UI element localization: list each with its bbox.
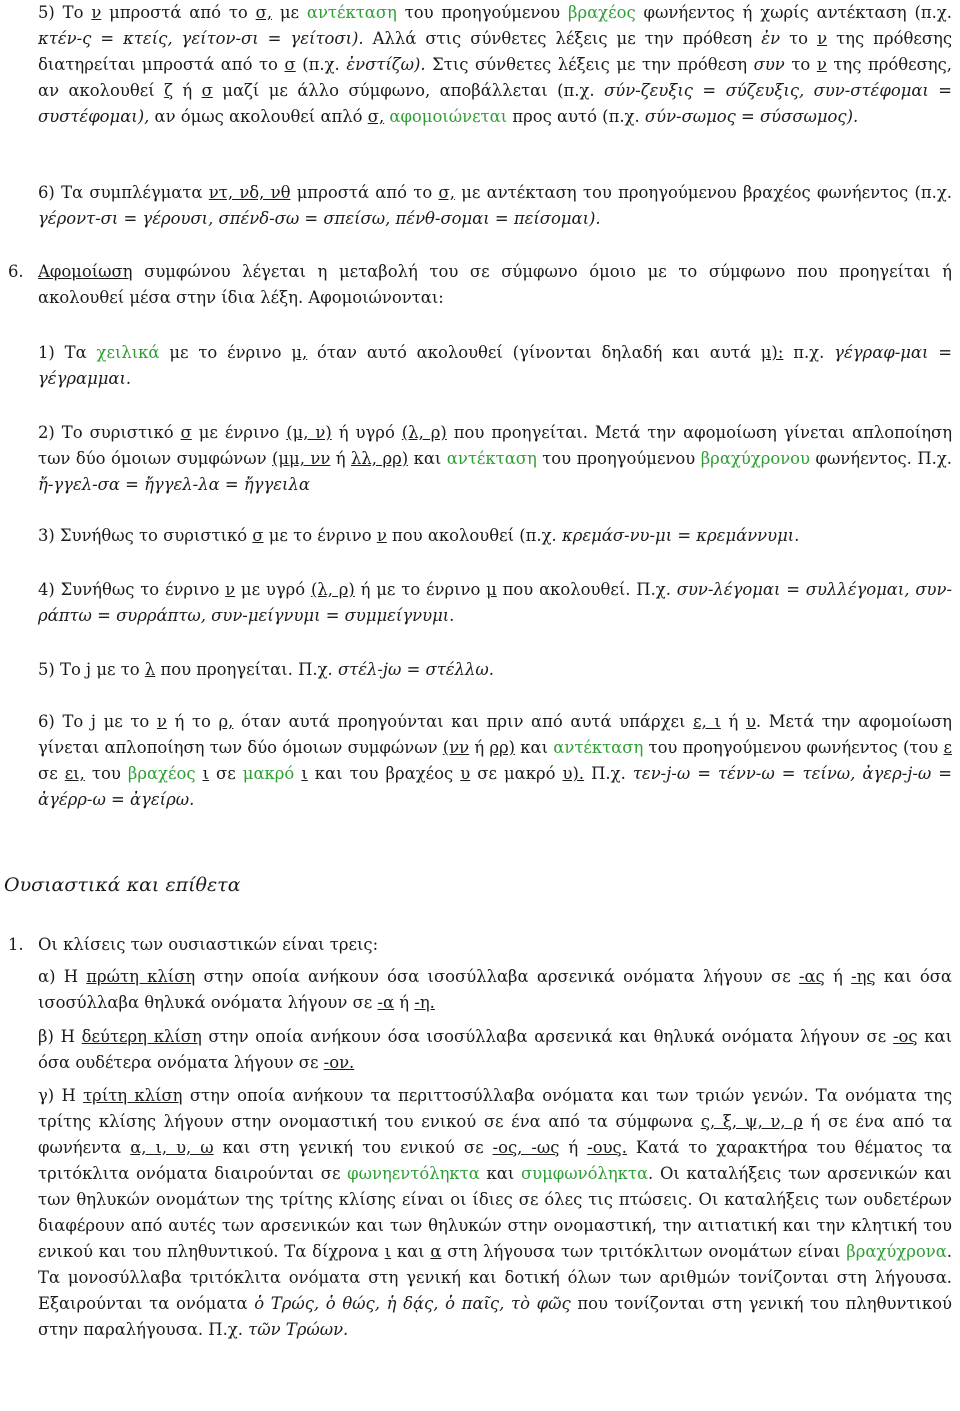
underlined-term: δεύτερη κλίση	[81, 1027, 202, 1046]
text-run: και όσα ουδέτερα ονόματα λήγουν σε	[38, 1027, 953, 1072]
text-run: φωνήεντος ή χωρίς αντέκταση (π.χ.	[635, 3, 952, 22]
underlined-term: ν	[225, 580, 236, 599]
text-run: με το	[95, 712, 157, 731]
example-text: συν	[753, 55, 785, 74]
example-text: συν-λέγομαι = συλλέγομαι, συν-ράπτω = συρράπτω, συν-μείγνυμι = συμμείγνυμι.	[38, 580, 952, 625]
underlined-term: -η.	[414, 993, 435, 1012]
underlined-term: (λ, ρ)	[310, 580, 355, 599]
text-run: που ακολουθεί (π.χ.	[386, 526, 562, 545]
text-run: 5) Το	[38, 3, 92, 22]
paragraph-5-nasal-before-sigma	[38, 0, 952, 130]
text-run: Π.χ.	[584, 764, 633, 783]
underlined-term: ι	[202, 764, 210, 783]
text-run: και	[408, 449, 447, 468]
text-run: Οι κλίσεις των ουσιαστικών είναι τρεις:	[38, 935, 379, 954]
text-run: όταν αυτό ακολουθεί (γίνονται δηλαδή και αυτά	[307, 343, 761, 362]
text-run: σε μακρό	[470, 764, 563, 783]
example-text: ἐνστίζω).	[346, 55, 426, 74]
underlined-term: ρρ)	[489, 738, 516, 757]
underlined-term: -ος	[892, 1027, 918, 1046]
highlighted-term: βραχύχρονου	[700, 449, 811, 468]
text-run: σε	[209, 764, 243, 783]
text-run: ή	[330, 449, 352, 468]
text-run: και όσα ισοσύλλαβα θηλυκά ονόματα λήγουν σε	[38, 967, 952, 1012]
underlined-term: (νν	[442, 738, 470, 757]
text-run: με υγρό	[235, 580, 311, 599]
text-run: ή	[469, 738, 490, 757]
text-run: ή	[720, 712, 746, 731]
text-run: και	[515, 738, 554, 757]
text-run: Στις σύνθετες λέξεις με την πρόθεση	[425, 55, 754, 74]
declension-second	[38, 1024, 952, 1076]
text-run: Αλλά στις σύνθετες λέξεις με την πρόθεση	[363, 29, 762, 48]
text-run: μπροστά από το	[101, 3, 256, 22]
text-run: μαζί με άλλο σύμφωνο, αποβάλλεται (π.χ.	[212, 81, 605, 100]
text-run: και	[391, 1242, 431, 1261]
underlined-term: ν	[817, 29, 828, 48]
underlined-term: ντ, νδ, νθ	[208, 183, 291, 202]
underlined-term: λλ, ρρ)	[351, 449, 409, 468]
text-run: που ακολουθεί. Π.χ.	[496, 580, 677, 599]
highlighted-term: φωνηεντόληκτα	[347, 1164, 480, 1183]
underlined-term: μ):	[760, 343, 784, 362]
underlined-term: (μ, ν)	[286, 423, 332, 442]
underlined-term: ι	[384, 1242, 392, 1261]
declension-third	[38, 1083, 952, 1343]
highlighted-term: μακρό	[242, 764, 295, 783]
assimilation-rule-3	[38, 523, 952, 549]
text-run: και του βραχέος	[307, 764, 461, 783]
text-run: 6) Το	[38, 712, 91, 731]
example-text: σύν-ζευξις = σύζευξις, συν-στέφομαι = συστέφομαι),	[38, 81, 952, 126]
text-run: προς αυτό (π.χ.	[507, 107, 645, 126]
text-run: στην οποία ανήκουν τα περιττοσύλλαβα ονόματα και των τριών γενών. Τα ονόματα της τρίτης κλίσης λήγουν στην ονομαστική του ενικού σε ένα από τα σύμφωνα	[38, 1086, 953, 1131]
example-text: τεν-j-ω = τένν-ω = τείνω, ἀγερ-j-ω = ἀγέρρ-ω = ἀγείρω.	[38, 764, 953, 809]
underlined-term: σ	[284, 55, 296, 74]
example-text: κτέν-ς = κτείς, γείτον-σι = γείτοσι).	[38, 29, 364, 48]
text-run: φωνήεντος. Π.χ.	[810, 449, 952, 468]
example-text: κρεμάσ-νυ-μι = κρεμάννυμι.	[561, 526, 800, 545]
text-run: (π.χ.	[295, 55, 347, 74]
text-run	[196, 764, 203, 783]
underlined-term: υ	[460, 764, 471, 783]
text-run: που προηγείται. Μετά την αφομοίωση γίνεται απλοποίηση των δύο όμοιων συμφώνων	[38, 423, 953, 468]
text-run: . Οι καταλήξεις των αρσενικών και των θηλυκών ονομάτων της τρίτης κλίσης είναι οι ίδιες σε όλες τις πτώσεις. Οι καταλήξεις των ουδετέρων διαφέρουν από αυτές των αρσενικών και των θηλυκών στην ονομαστική, την αιτιατική και την κλητική του ενικού και του πληθυντικού. Τα δίχρονα	[38, 1164, 952, 1261]
example-text: ἐν	[761, 29, 781, 48]
underlined-term: j	[86, 660, 92, 679]
text-run: με ένρινο	[191, 423, 287, 442]
text-run: π.χ.	[783, 343, 835, 362]
underlined-term: λ	[144, 660, 156, 679]
text-run: . Μετά την αφομοίωση γίνεται απλοποίηση των δύο όμοιων συμφώνων	[38, 712, 952, 757]
text-run: σε	[38, 764, 65, 783]
underlined-term: j	[90, 712, 96, 731]
text-run: το	[780, 29, 818, 48]
underlined-term: σ,	[438, 183, 455, 202]
underlined-term: υ	[745, 712, 756, 731]
highlighted-term: αντέκταση	[553, 738, 644, 757]
text-run: ή σε ένα από τα φωνήεντα	[38, 1112, 953, 1157]
text-run: που προηγείται. Π.χ.	[155, 660, 338, 679]
section-heading-nouns-adjectives: Ουσιαστικά και επίθετα	[4, 874, 241, 896]
text-run: γ) Η	[38, 1086, 84, 1105]
underlined-term: ν	[376, 526, 387, 545]
text-run: του προηγούμενου	[396, 3, 568, 22]
text-run: 2) Το συριστικό	[38, 423, 181, 442]
underlined-term: ρ,	[218, 712, 234, 731]
underlined-term: ν	[91, 3, 102, 22]
highlighted-term: αντέκταση	[446, 449, 537, 468]
highlighted-term: βραχέος	[127, 764, 196, 783]
underlined-term: σ	[201, 81, 213, 100]
text-run: . Τα μονοσύλλαβα τριτόκλιτα ονόματα στη γενική και δοτική όλων των αριθμών τονίζονται στη λήγουσα. Εξαιρούνται τα ονόματα	[38, 1242, 952, 1313]
text-run: στην οποία ανήκουν όσα ισοσύλλαβα αρσενικά και θηλυκά ονόματα λήγουν σε	[201, 1027, 893, 1046]
text-run: στη λήγουσα των τριτόκλιτων ονομάτων είναι	[441, 1242, 847, 1261]
text-run: με	[272, 3, 307, 22]
underlined-term: σ,	[255, 3, 273, 22]
text-run: 6) Τα συμπλέγματα	[38, 183, 209, 202]
text-run: και στη γενική του ενικού σε	[213, 1138, 493, 1157]
underlined-term: α, ι, υ, ω	[130, 1138, 214, 1157]
declensions-intro	[38, 932, 952, 958]
underlined-term: ς, ξ, ψ, ν, ρ	[700, 1112, 803, 1131]
underlined-term: ι	[301, 764, 308, 783]
underlined-term: -ης	[851, 967, 876, 986]
text-run: της πρόθεσης διατηρείται μπροστά από το	[38, 29, 953, 74]
text-run: της πρόθεσης, αν ακολουθεί	[38, 55, 952, 100]
text-run: 5) Το	[38, 660, 87, 679]
example-text: ἤ-γγελ-σα = ἤγγελ-λα = ἤγγειλα	[38, 475, 310, 494]
underlined-term: ν	[816, 55, 827, 74]
text-run: με το	[91, 660, 145, 679]
assimilation-rule-1	[38, 340, 952, 392]
text-run: του προηγούμενου	[536, 449, 701, 468]
paragraph-6-clusters-before-sigma	[38, 180, 952, 232]
highlighted-term: συμφωνόληκτα	[520, 1164, 649, 1183]
text-run: ή	[172, 81, 202, 100]
example-text: ὁ Τρώς, ὁ θώς, ἡ δᾴς, ὁ παῖς, τὸ φῶς	[254, 1294, 571, 1313]
text-run: 1) Τα	[38, 343, 97, 362]
underlined-term: σ	[252, 526, 264, 545]
example-text: σύν-σωμος = σύσσωμος).	[644, 107, 859, 126]
highlighted-term: βραχύχρονα	[846, 1242, 947, 1261]
underlined-term: σ,	[367, 107, 385, 126]
highlighted-term: αφομοιώνεται	[389, 107, 508, 126]
example-text: γέροντ-σι = γέρουσι, σπένδ-σω = σπείσω, πένθ-σομαι = πείσομαι).	[38, 209, 601, 228]
highlighted-term: βραχέος	[568, 3, 636, 22]
text-run: με το ένρινο	[159, 343, 292, 362]
text-run: συμφώνου λέγεται η μεταβολή του σε σύμφωνο όμοιο με το σύμφωνο που προηγείται ή ακολουθεί μέσα στην ίδια λέξη. Αφομοιώνονται:	[38, 262, 952, 307]
text-run: 3) Συνήθως το συριστικό	[38, 526, 253, 545]
text-run: 4) Συνήθως το ένρινο	[38, 580, 226, 599]
text-run: και	[479, 1164, 521, 1183]
list-number-1: 1.	[8, 935, 24, 954]
example-text: τῶν Τρώων.	[248, 1320, 349, 1339]
text-run: το	[784, 55, 817, 74]
text-run: στην οποία ανήκουν όσα ισοσύλλαβα αρσενικά ονόματα λήγουν σε	[195, 967, 799, 986]
assimilation-rule-4	[38, 577, 952, 629]
text-run: ή με το ένρινο	[354, 580, 487, 599]
underlined-term: ε	[943, 738, 952, 757]
text-run: όταν αυτά προηγούνται και πριν από αυτά υπάρχει	[233, 712, 694, 731]
example-text: γέγραφ-μαι = γέγραμμαι.	[38, 343, 953, 388]
underlined-term: ει,	[64, 764, 85, 783]
underlined-term: μ	[486, 580, 497, 599]
underlined-term: μ,	[291, 343, 308, 362]
text-run: β) Η	[38, 1027, 82, 1046]
example-text: στέλ-jω = στέλλω.	[337, 660, 494, 679]
underlined-term: Αφομοίωση	[38, 262, 133, 281]
underlined-term: πρώτη κλίση	[86, 967, 196, 986]
underlined-term: τρίτη κλίση	[83, 1086, 183, 1105]
section-6-number: 6.	[8, 262, 24, 281]
underlined-term: -ον.	[323, 1053, 355, 1072]
underlined-term: -α	[377, 993, 395, 1012]
text-run: μπροστά από το	[290, 183, 439, 202]
text-run: ή	[824, 967, 852, 986]
assimilation-rule-6	[38, 709, 952, 813]
underlined-term: α	[430, 1242, 442, 1261]
text-run: ή το	[166, 712, 219, 731]
underlined-term: σ	[180, 423, 192, 442]
text-run: α) Η	[38, 967, 87, 986]
text-run: του	[84, 764, 128, 783]
underlined-term: υ).	[562, 764, 585, 783]
text-run: ή	[559, 1138, 588, 1157]
text-run: αν όμως ακολουθεί απλό	[149, 107, 368, 126]
highlighted-term: αντέκταση	[306, 3, 397, 22]
underlined-term: ε, ι	[693, 712, 721, 731]
underlined-term: -ας	[798, 967, 825, 986]
text-run: ή υγρό	[331, 423, 402, 442]
underlined-term: ν	[156, 712, 167, 731]
declension-first	[38, 964, 952, 1016]
text-run: Κατά το χαρακτήρα του θέματος τα τριτόκλιτα ονόματα διαιρούνται σε	[38, 1138, 952, 1183]
underlined-term: -ος, -ως	[492, 1138, 560, 1157]
section-6-assimilation-intro	[38, 259, 952, 311]
text-run: ή	[394, 993, 415, 1012]
text-run: του προηγούμενου φωνήεντος (του	[643, 738, 944, 757]
underlined-term: (μμ, νν	[272, 449, 331, 468]
underlined-term: (λ, ρ)	[401, 423, 447, 442]
highlighted-term: χειλικά	[96, 343, 160, 362]
underlined-term: ζ	[164, 81, 173, 100]
assimilation-rule-2	[38, 420, 952, 498]
assimilation-rule-5	[38, 657, 952, 683]
underlined-term: -ους.	[587, 1138, 627, 1157]
text-run: με αντέκταση του προηγούμενου βραχέος φωνήεντος (π.χ.	[454, 183, 952, 202]
text-run: με το ένρινο	[263, 526, 377, 545]
text-run: που τονίζονται στη γενική του πληθυντικού στην παραλήγουσα. Π.χ.	[38, 1294, 952, 1339]
